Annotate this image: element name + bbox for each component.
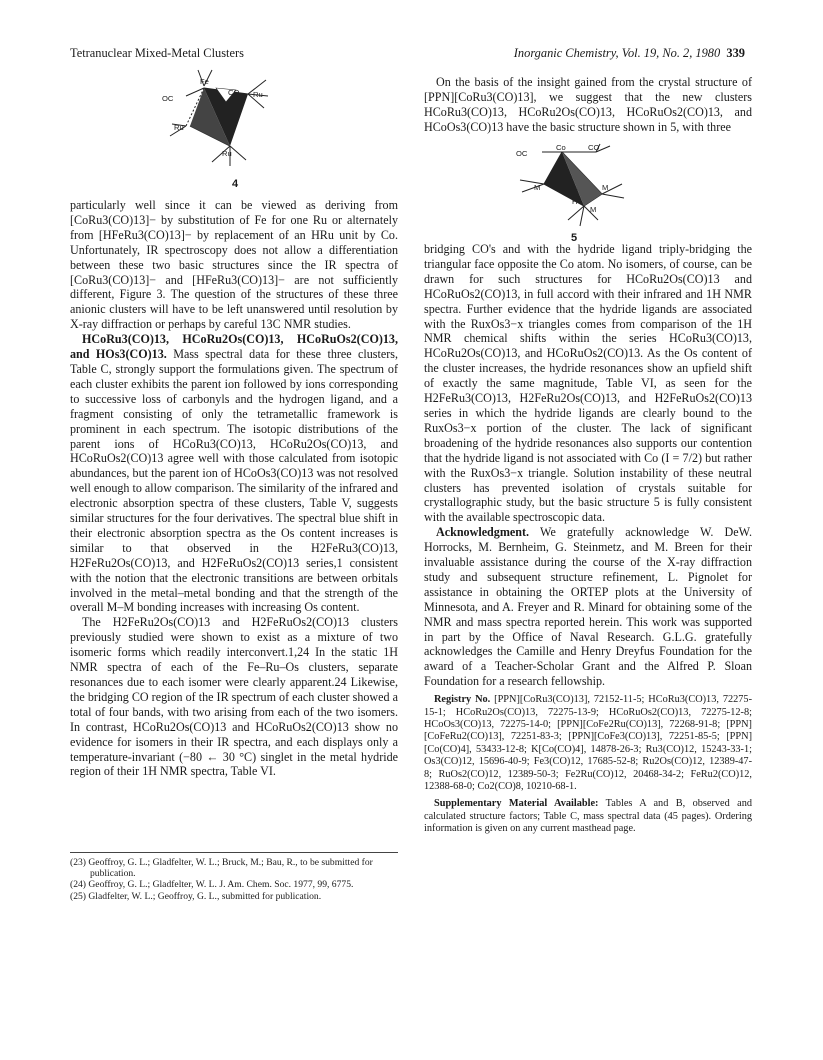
section-lead: Registry No. <box>434 694 491 706</box>
section-lead: Acknowledgment. <box>436 525 530 540</box>
footnote: (24) Geoffroy, G. L.; Gladfelter, W. L. J. Am. Chem. Soc. 1977, 99, 6775. <box>70 879 354 891</box>
structure-4 <box>160 66 310 190</box>
footnotes <box>70 857 398 902</box>
structure-5-drawing <box>514 140 634 232</box>
paragraph-text: [PPN][CoRu3(CO)13], 72152-11-5; HCoRu3(CO)13, 72275-15-1; HCoRu2Os(CO)13, 72275-13-9; HCoRuOs2(CO)13, 72275-12-8; HCoOs3(CO)13, 72275-14-0; [PPN][CoFe2Ru(CO)13], 72268-91-8; [PPN][CoFeRu2(CO)13], 72251-83-3; [PPN][CoFe3(CO)13], 72251-85-5; [PPN][Co(CO)4], 53433-12-8; K[Co(CO)4], 14878-26-3; Ru3(CO)12, 15243-33-1; Os3(CO)12, 15696-40-9; Fe3(CO)12, 17685-52-8; Ru2Os(CO)12, 12389-47-8; RuOs2(CO)12, 12389-50-3; Fe2Ru(CO)12, 20468-34-2; FeRu2(CO)12, 12388-68-0; Co2(CO)8, 10210-68-1. <box>424 694 753 793</box>
section-lead: HCoRu3(CO)13, HCoRu2Os(CO)13, HCoRuOs2(CO)13, and HOs3(CO)13. <box>70 332 398 362</box>
journal-citation <box>514 46 745 61</box>
atom-label: CO <box>588 143 600 152</box>
atom-label: OC <box>516 149 528 158</box>
journal-name: Inorganic Chemistry, Vol. 19, No. 2, 1980 <box>513 46 721 60</box>
paragraph-text: Mass spectral data for these three clusters, Table C, strongly support the formulations given. The spectrum of each cluster exhibits the parent ion followed by ions corresponding to successive loss of carbonyls and the hydrogen ligand, and a fragment consisting of only the tetrametallic framework is prominent in each spectrum. The isotopic distributions of the parent ions of HCoRu3(CO)13, HCoRu2Os(CO)13, and HCoRuOs2(CO)13 agree well with those calculated from isotopic abundances, but the parent ion of HCoOs3(CO)13 was not resolved well enough to allow comparison. The similarity of the infrared and electronic absorption spectra of these clusters, Table V, suggests similar structures for the four derivatives. The spectral blue shift in their electronic absorption spectra as the Os content increases is similar to that observed in the H2FeRu3(CO)13, H2FeRu2Os(CO)13, and H2FeRuOs2(CO)13 series,1 consistent with the notion that the electronic transitions are between orbitals involved in the metal–metal bonding and that the strength of the overall M–M bonding increases with increasing Os content. <box>70 347 398 615</box>
left-column <box>70 198 398 779</box>
atom-label: M <box>602 183 609 192</box>
atom-label: Ru <box>222 149 232 158</box>
footnote: (25) Gladfelter, W. L.; Geoffroy, G. L., submitted for publication. <box>70 890 322 902</box>
paragraph: On the basis of the insight gained from the crystal structure of [PPN][CoRu3(CO)13], we suggest that the new clusters HCoRu3(CO)13, HCoRu2Os(CO)13, HCoRuOs2(CO)13, and HCoOs3(CO)13 have the basic structure shown in 5, with three <box>424 75 752 134</box>
paragraph-text: Tables A and B, observed and calculated structure factors; Table C, mass spectral data (45 pages). Ordering information is given on any current masthead page. <box>424 798 752 835</box>
section-lead: Supplementary Material Available: <box>434 798 599 810</box>
page-number: 339 <box>726 46 745 60</box>
registry-numbers <box>424 694 752 793</box>
paragraph-text: We gratefully acknowledge W. DeW. Horrocks, M. Bernheim, G. Steinmetz, and M. Breen for their invaluable assistance during the course of the X-ray diffraction study and subsequent structure refinement, L. Pignolet for assistance in obtaining the ORTEP plots at the University of Minnesota, and A. Freyer and R. Minard for obtaining some of the NMR and mass spectra reported herein. This work was supported in part by the Office of Naval Research. G.L.G. gratefully acknowledges the Camille and Henry Dreyfus Foundation for the award of a Teacher-Scholar Grant and the Alfred P. Sloan Foundation for a research fellowship. <box>424 525 752 689</box>
atom-label: M <box>534 183 541 192</box>
atom-label: Ru <box>253 90 263 99</box>
atom-label: OC <box>162 94 174 103</box>
atom-label: Ru <box>174 123 184 132</box>
atom-label: M <box>590 205 597 214</box>
right-column-top <box>424 75 752 135</box>
structure-5 <box>514 140 634 244</box>
structure-4-drawing <box>160 66 310 178</box>
footnote: (23) Geoffroy, G. L.; Gladfelter, W. L.; Bruck, M.; Bau, R., to be submitted for publication. <box>70 857 373 880</box>
paragraph <box>70 332 398 615</box>
running-head: Tetranuclear Mixed-Metal Clusters <box>70 46 244 60</box>
atom-label: Fe <box>200 77 209 86</box>
paragraph: particularly well since it can be viewed as deriving from [CoRu3(CO)13]− by substitution of Fe for one Ru or alternately from [HFeRu3(CO)13]− by replacement of an HRu unit by Co. Unfortunately, IR spectroscopy does not allow a differentiation between these two basic structures since the IR spectra of [CoRu3(CO)13]− and [HFeRu3(CO)13]− are not sufficiently different, Figure 3. The question of the structures of these three anionic clusters will have to be left unanswered until resolution by X-ray diffraction or perhaps by careful 13C NMR studies. <box>70 198 398 332</box>
right-column <box>424 242 752 836</box>
atom-label: CO <box>228 88 240 97</box>
atom-label: Co <box>556 143 566 152</box>
paragraph: bridging CO's and with the hydride ligand triply-bridging the triangular face opposite the Co atom. No isomers, of course, can be drawn for such structures for HCoRu2Os(CO)13 and HCoRuOs2(CO)13, in full accord with their infrared and 1H NMR spectra. Further evidence that the hydride ligands are associated with the RuxOs3−x triangles comes from comparison of the 1H NMR chemical shifts within the series HCoRu3(CO)13, HCoRu2Os(CO)13, and HCoRuOs2(CO)13. As the Os content of the cluster increases, the hydride resonances show an upfield shift of exactly the same magnitude, Table VI, as seen for the H2FeRu3(CO)13, H2FeRu2Os(CO)13, and H2FeRuOs2(CO)13 series in which the hydride ligands are clearly bound to the RuxOs3−x portion of the cluster. The lack of significant broadening of the hydride resonances also supports our contention that the hydride ligand is not associated with Co (I = 7/2) but rather with the RuxOs3−x triangle. Solution instability of these neutral clusters has prevented isolation of crystals suitable for crystallographic study, but the basic structure 5 is fully consistent with the available spectroscopic data. <box>424 242 752 525</box>
structure-number: 4 <box>231 178 239 190</box>
paragraph: The H2FeRu2Os(CO)13 and H2FeRuOs2(CO)13 clusters previously studied were shown to exist as a mixture of two isomeric forms which readily interconvert.1,24 In the static 1H NMR spectra of each of the Fe–Ru–Os clusters, separate resonances due to each isomer were clearly apparent.24 Likewise, the bridging CO region of the IR spectrum of each cluster showed a total of four bands, with two arising from each of the two isomers. In contrast, HCoRu2Os(CO)13 and HCoRuOs2(CO)13 show no evidence for isomers in their IR spectra, and each displays only a temperature-invariant (−80 ← 30 °C) singlet in the metal hydride region of their 1H NMR spectra, Table VI. <box>70 615 398 779</box>
footnote-rule <box>70 852 398 853</box>
atom-label: H <box>218 105 224 114</box>
structure-number: 5 <box>570 232 578 244</box>
acknowledgment <box>424 525 752 689</box>
supplementary-material <box>424 798 752 835</box>
atom-label: H <box>572 197 578 206</box>
